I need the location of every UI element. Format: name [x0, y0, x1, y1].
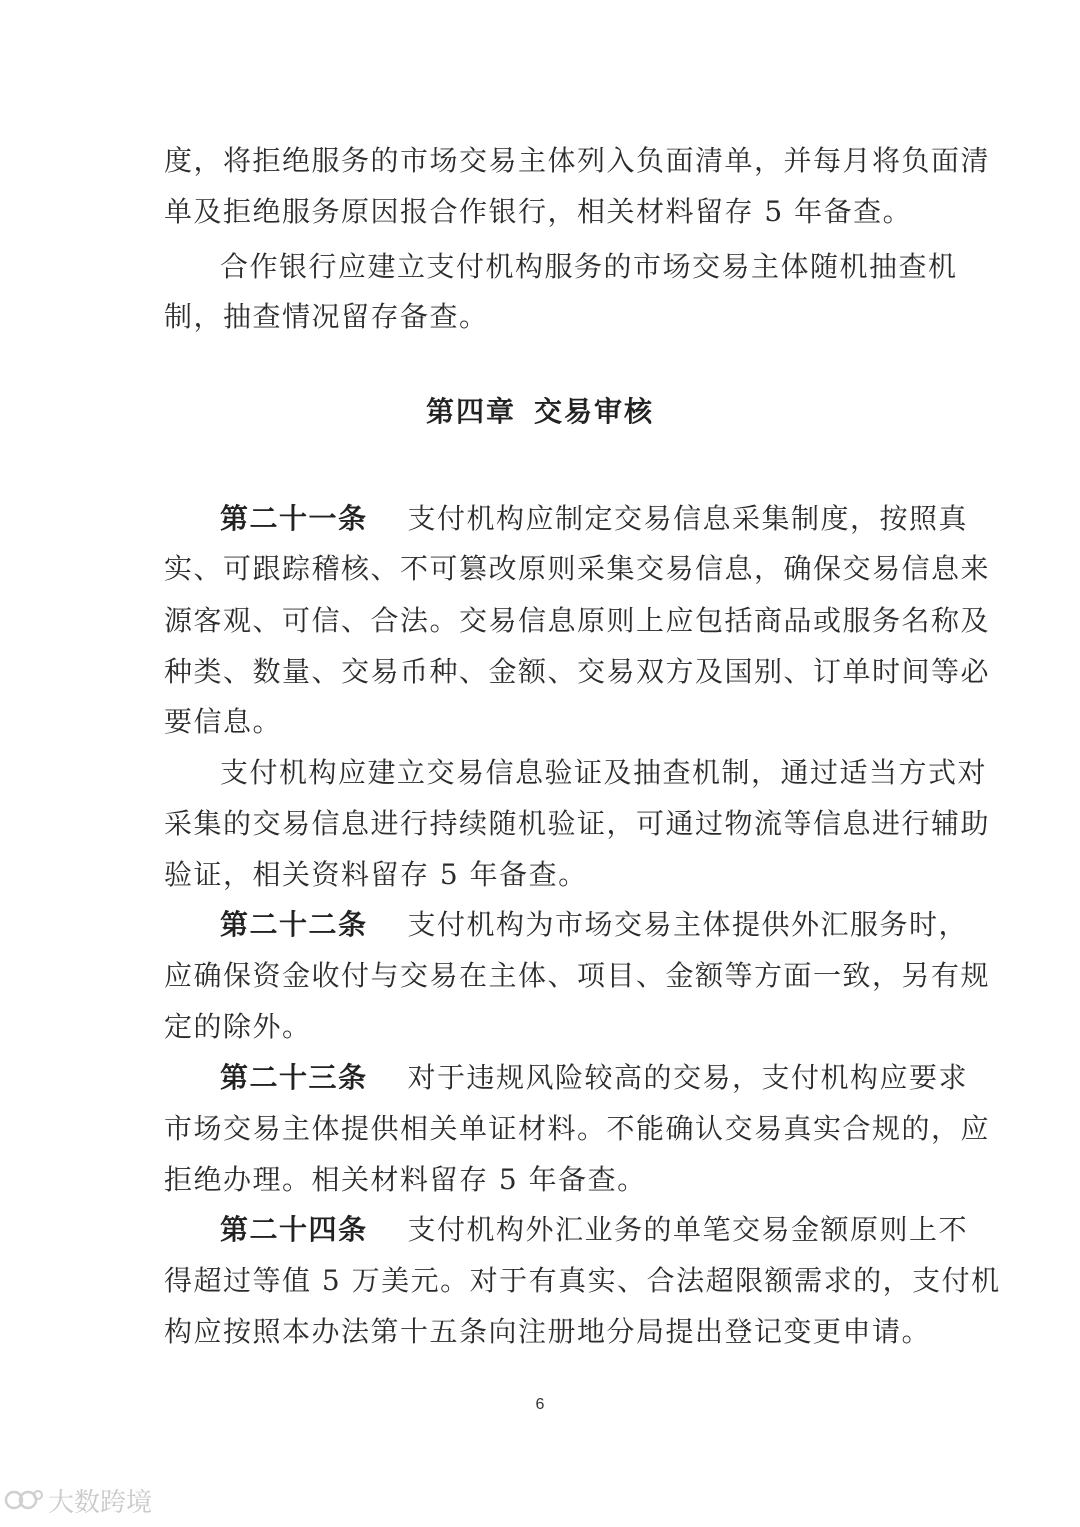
paragraph-line: 定的除外。	[164, 1010, 312, 1043]
paragraph-line: 种类、数量、交易币种、金额、交易双方及国别、订单时间等必	[164, 655, 991, 688]
article-number: 第二十四条	[220, 1213, 368, 1246]
article-22-line	[220, 905, 969, 945]
page-number: 6	[535, 1396, 545, 1413]
article-text: 支付机构为市场交易主体提供外汇服务时，	[407, 908, 969, 941]
paragraph-line: 验证，相关资料留存 5 年备查。	[164, 858, 588, 891]
watermark	[4, 1478, 152, 1522]
article-23-line	[220, 1058, 969, 1098]
article-24-line	[220, 1210, 969, 1250]
paragraph-line: 合作银行应建立支付机构服务的市场交易主体随机抽查机	[220, 250, 958, 283]
article-number: 第二十二条	[220, 908, 368, 941]
chapter-label: 第四章	[425, 395, 516, 428]
article-21-line	[220, 499, 969, 539]
paragraph-line: 度，将拒绝服务的市场交易主体列入负面清单，并每月将负面清	[164, 144, 991, 177]
logo-icon	[4, 1485, 44, 1515]
paragraph-line: 单及拒绝服务原因报合作银行，相关材料留存 5 年备查。	[164, 195, 913, 228]
paragraph-line: 采集的交易信息进行持续随机验证，可通过物流等信息进行辅助	[164, 807, 991, 840]
paragraph-line: 市场交易主体提供相关单证材料。不能确认交易真实合规的，应	[164, 1112, 991, 1145]
article-text: 支付机构应制定交易信息采集制度，按照真	[407, 502, 969, 535]
paragraph-line: 应确保资金收付与交易在主体、项目、金额等方面一致，另有规	[164, 959, 991, 992]
paragraph-line: 构应按照本办法第十五条向注册地分局提出登记变更申请。	[164, 1315, 932, 1348]
paragraph-line: 要信息。	[164, 705, 283, 738]
paragraph-line: 拒绝办理。相关材料留存 5 年备查。	[164, 1163, 647, 1196]
article-text: 支付机构外汇业务的单笔交易金额原则上不	[407, 1213, 969, 1246]
paragraph-line: 得超过等值 5 万美元。对于有真实、合法超限额需求的，支付机	[164, 1264, 1001, 1297]
article-number: 第二十三条	[220, 1061, 368, 1094]
chapter-title: 交易审核	[534, 395, 655, 428]
paragraph-line: 制，抽查情况留存备查。	[164, 300, 489, 333]
article-number: 第二十一条	[220, 502, 368, 535]
paragraph-line: 源客观、可信、合法。交易信息原则上应包括商品或服务名称及	[164, 604, 991, 637]
paragraph-line: 实、可跟踪稽核、不可篡改原则采集交易信息，确保交易信息来	[164, 552, 991, 585]
watermark-text: 大数跨境	[48, 1487, 153, 1518]
article-text: 对于违规风险较高的交易，支付机构应要求	[407, 1061, 969, 1094]
paragraph-line: 支付机构应建立交易信息验证及抽查机制，通过适当方式对	[220, 756, 988, 789]
chapter-heading	[0, 392, 1080, 432]
